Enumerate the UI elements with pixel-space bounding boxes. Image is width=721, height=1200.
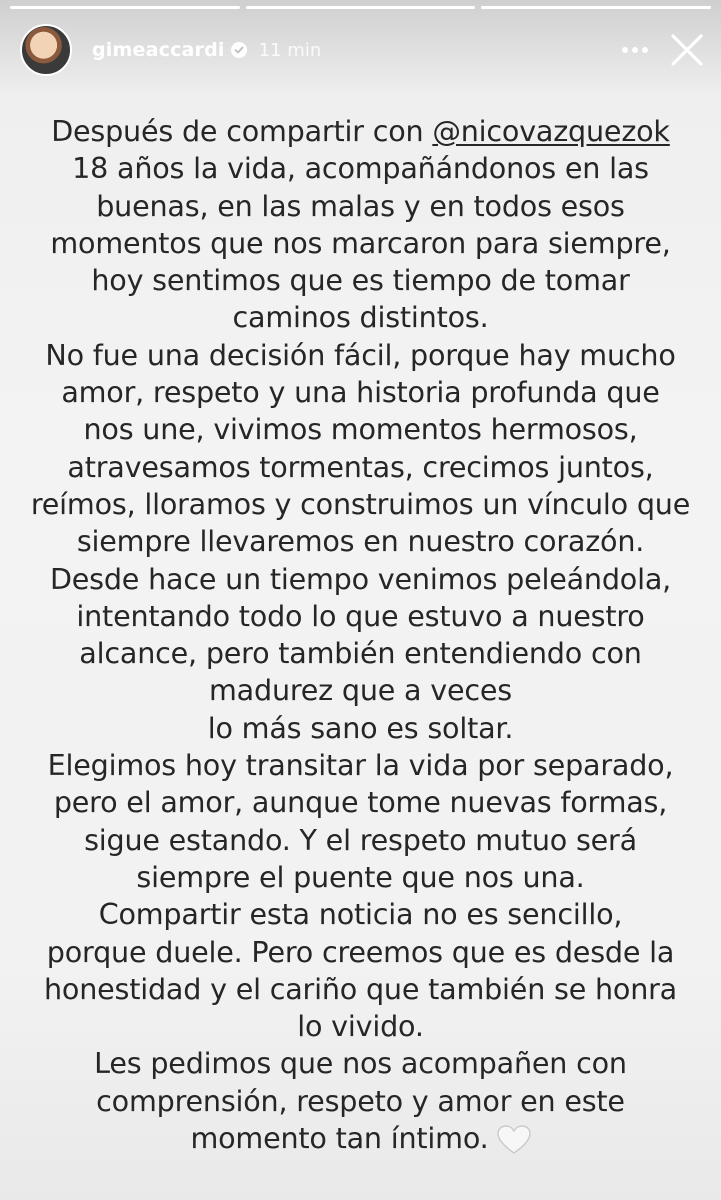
text-line — [22, 113, 699, 150]
text-line: Les pedimos que nos acompañen con — [94, 1046, 627, 1081]
verified-badge-icon — [231, 42, 247, 58]
text-line: alcance, pero también entendiendo con — [79, 636, 642, 671]
progress-segment — [246, 6, 476, 9]
username[interactable]: gimeaccardi — [92, 39, 225, 61]
text-line: nos une, vivimos momentos hermosos, — [83, 412, 638, 447]
text-line: hoy sentimos que es tiempo de tomar — [91, 263, 630, 298]
white-heart-icon — [497, 1125, 531, 1155]
text-line: reímos, lloramos y construimos un vínculo que — [30, 486, 691, 521]
story-text — [22, 113, 699, 1157]
progress-segment — [481, 6, 711, 9]
text-line — [22, 1120, 699, 1157]
mention-link[interactable]: @nicovazquezok — [432, 114, 670, 148]
story-timestamp: 11 min — [258, 39, 322, 61]
text-line: comprensión, respeto y amor en este — [96, 1083, 625, 1118]
text-line: Compartir esta noticia no es sencillo, — [98, 897, 623, 932]
text-line: siempre el puente que nos una. — [136, 859, 585, 894]
text-segment: Después de compartir con — [51, 114, 433, 148]
text-line: intentando todo lo que estuvo a nuestro — [76, 598, 645, 633]
text-line: lo más sano es soltar. — [207, 710, 514, 745]
text-line: sigue estando. Y el respeto mutuo será — [84, 822, 637, 857]
text-line: Elegimos hoy transitar la vida por separado, — [47, 748, 674, 783]
profile-avatar[interactable] — [20, 24, 72, 76]
text-line: porque duele. Pero creemos que es desde la — [46, 934, 675, 969]
text-line: 18 años la vida, acompañándonos en las — [72, 151, 649, 186]
text-line: buenas, en las malas y en todos esos — [96, 188, 625, 223]
text-line: No fue una decisión fácil, porque hay mucho — [45, 337, 676, 372]
text-line: momentos que nos marcaron para siempre, — [50, 225, 671, 260]
text-line: madurez que a veces — [209, 673, 512, 708]
text-line: atravesamos tormentas, crecimos juntos, — [67, 449, 654, 484]
text-line: pero el amor, aunque tome nuevas formas, — [53, 785, 668, 820]
text-line: amor, respeto y una historia profunda que — [61, 375, 660, 410]
text-line: lo vivido. — [297, 1009, 424, 1044]
text-line: honestidad y el cariño que también se honra — [43, 971, 677, 1006]
close-icon[interactable] — [667, 30, 707, 70]
text-line: caminos distintos. — [232, 300, 489, 335]
text-line: siempre llevaremos en nuestro corazón. — [76, 524, 645, 559]
more-dots-icon[interactable] — [617, 32, 653, 68]
story-progress-bar — [10, 6, 711, 9]
text-segment: momento tan íntimo. — [190, 1121, 489, 1156]
progress-segment — [10, 6, 240, 9]
text-line: Desde hace un tiempo venimos peleándola, — [49, 561, 672, 596]
story-header — [20, 18, 707, 82]
